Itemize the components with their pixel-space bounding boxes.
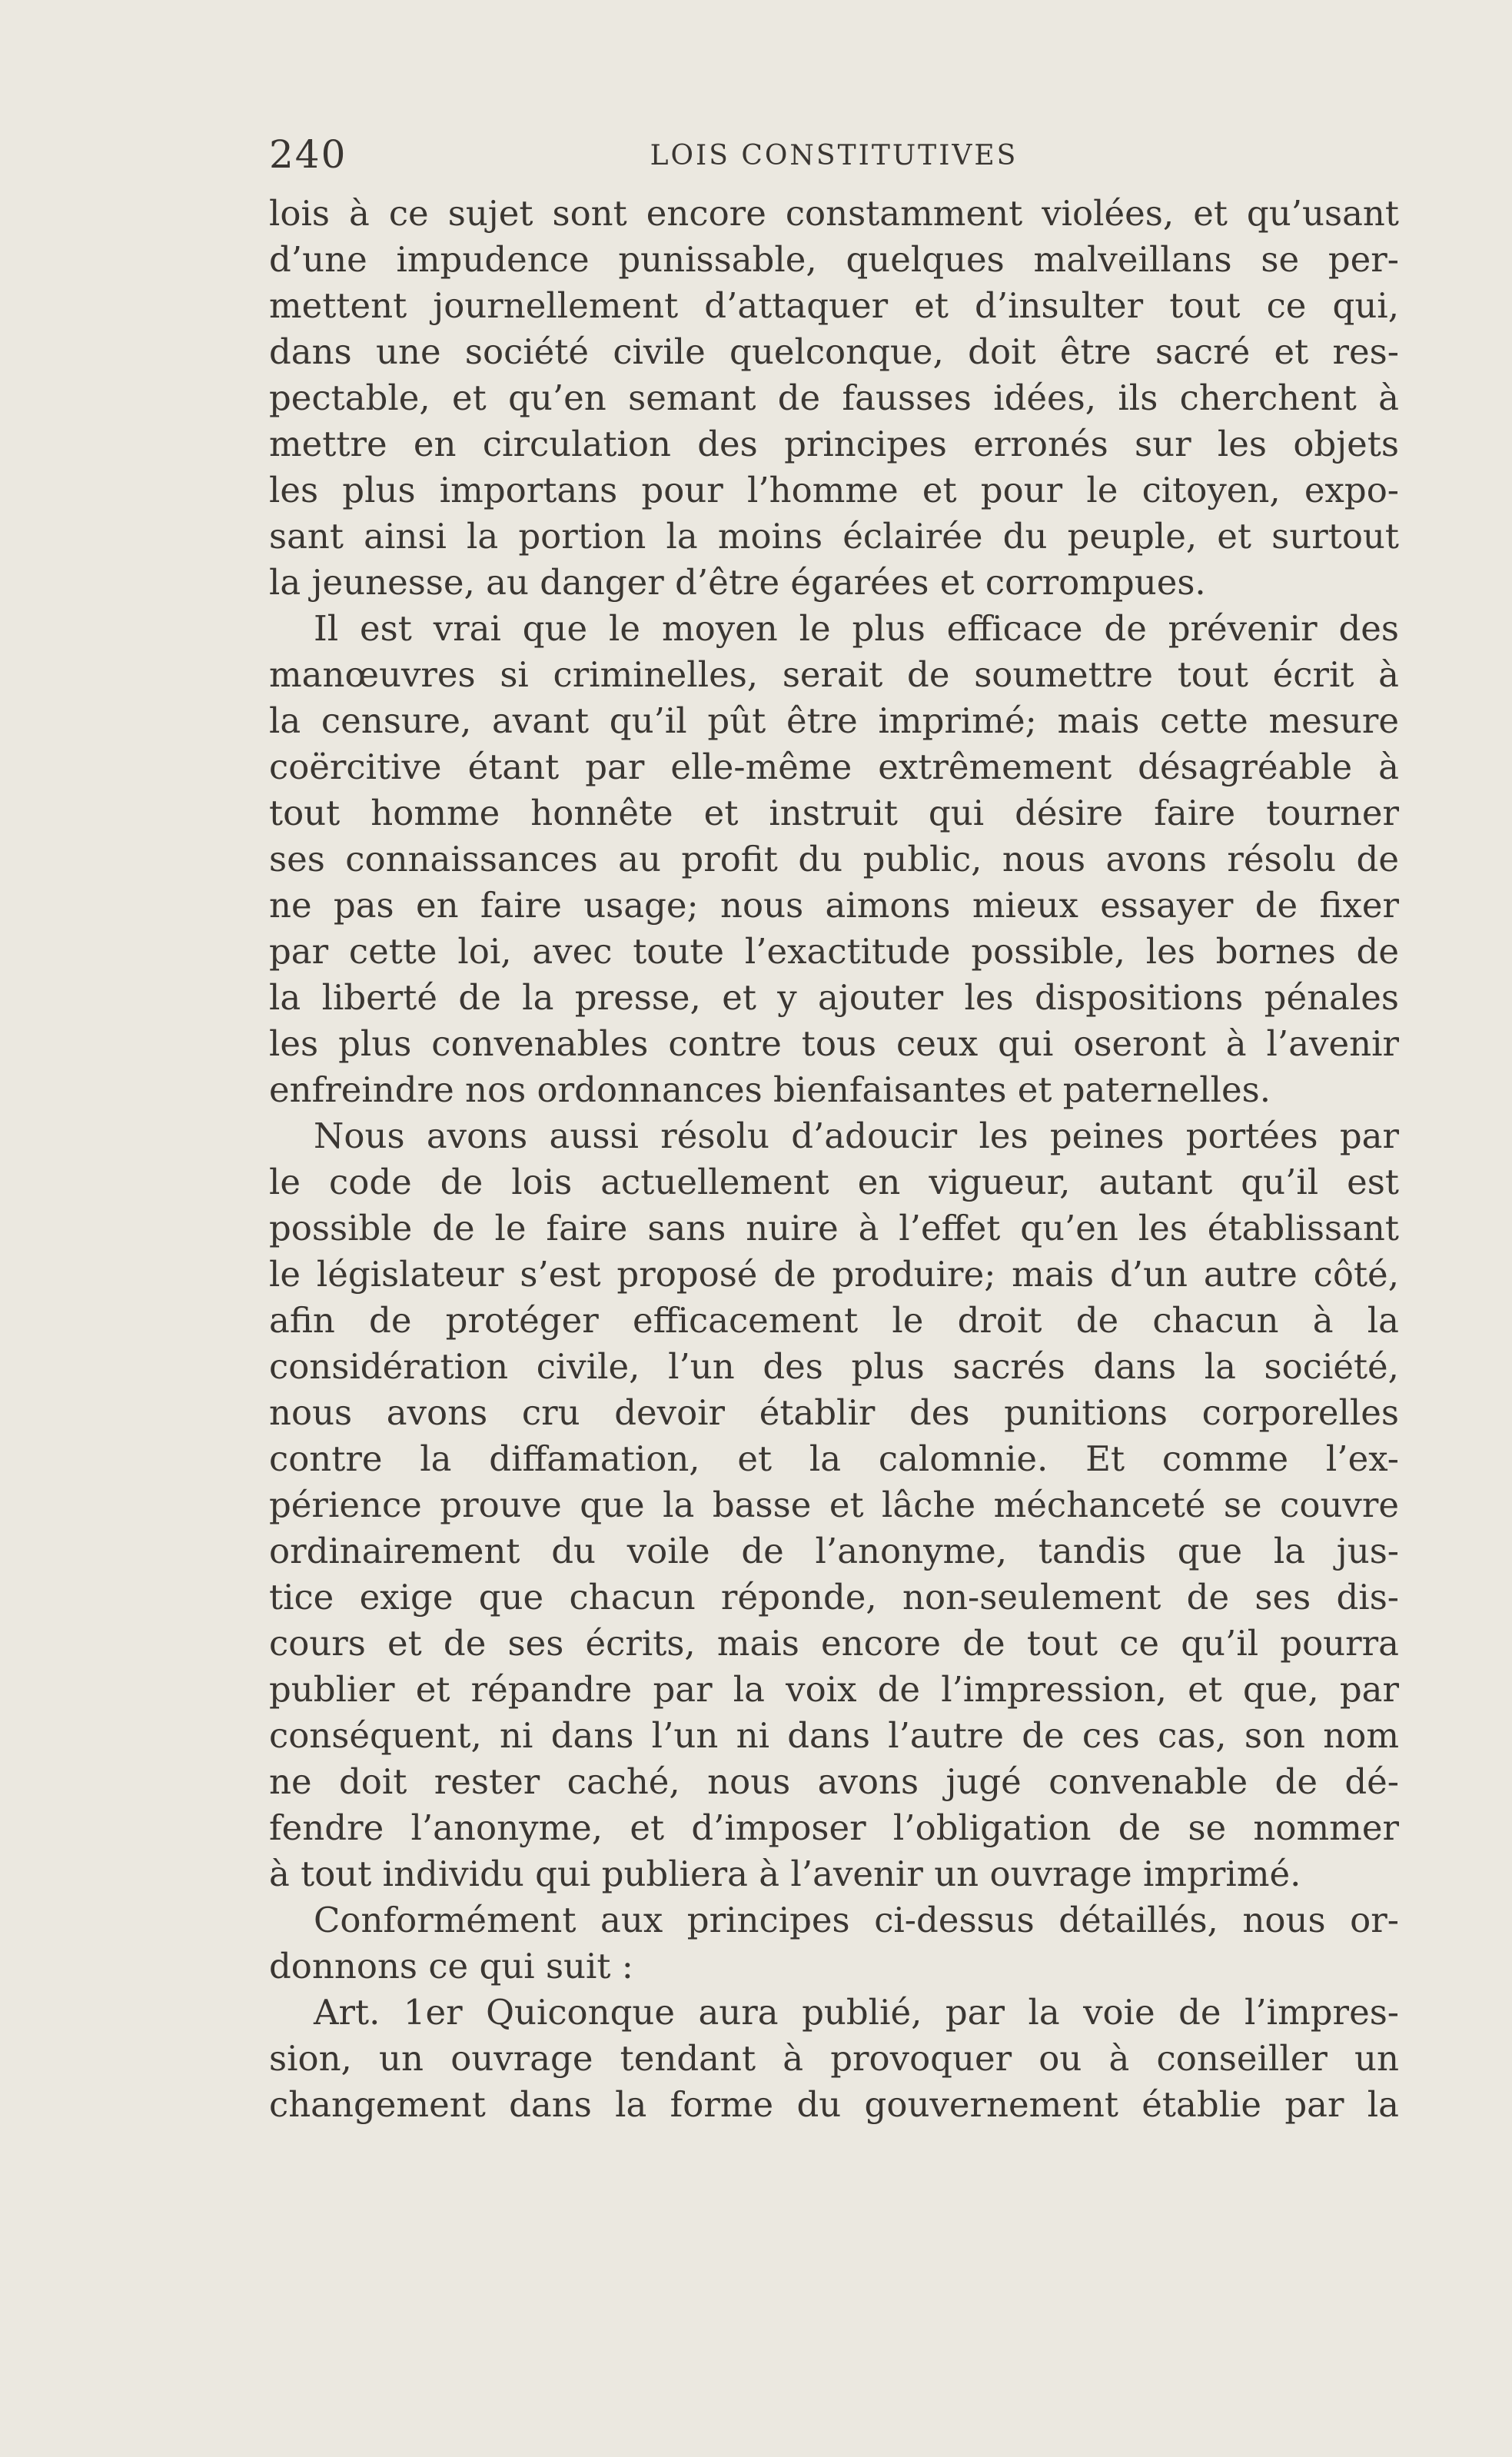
text-line: publier et répandre par la voix de l’impression, et que, par (269, 1669, 1399, 1710)
text-line: enfreindre nos ordonnances bienfaisantes et paternelles. (269, 1069, 1271, 1110)
text-line: donnons ce qui suit : (269, 1946, 633, 1987)
text-line: à tout individu qui publiera à l’avenir un ouvrage imprimé. (269, 1854, 1301, 1894)
text-line: la censure, avant qu’il pût être imprimé; mais cette mesure (269, 700, 1399, 741)
text-line: manœuvres si criminelles, serait de soumettre tout écrit à (269, 654, 1399, 695)
text-line: ne doit rester caché, nous avons jugé convenable de dé- (269, 1761, 1399, 1802)
running-head-title: LOIS CONSTITUTIVES (650, 140, 1019, 171)
text-line: fendre l’anonyme, et d’imposer l’obligation de se nommer (269, 1807, 1399, 1848)
text-line: la jeunesse, au danger d’être égarées et corrompues. (269, 562, 1206, 603)
text-line: ordinairement du voile de l’anonyme, tandis que la jus- (269, 1531, 1399, 1571)
text-line: afin de protéger efficacement le droit de chacun à la (269, 1300, 1399, 1341)
text-line: lois à ce sujet sont encore constamment violées, et qu’usant (269, 193, 1399, 234)
text-line: pectable, et qu’en semant de fausses idées, ils cherchent à (269, 377, 1399, 418)
text-line: conséquent, ni dans l’un ni dans l’autre de ces cas, son nom (269, 1715, 1399, 1756)
text-line: Conformément aux principes ci-dessus détaillés, nous or- (314, 1900, 1399, 1940)
text-line: mettre en circulation des principes erronés sur les objets (269, 424, 1399, 464)
text-line: les plus convenables contre tous ceux qui oseront à l’avenir (269, 1023, 1399, 1064)
running-head (269, 132, 1399, 186)
text-line: Il est vrai que le moyen le plus efficace de prévenir des (314, 608, 1399, 649)
text-line: coërcitive étant par elle-même extrêmement désagréable à (269, 746, 1399, 787)
text-line: changement dans la forme du gouvernement établie par la (269, 2084, 1399, 2125)
text-line: la liberté de la presse, et y ajouter les dispositions pénales (269, 977, 1399, 1018)
body-text (269, 191, 1399, 2128)
text-line: cours et de ses écrits, mais encore de tout ce qu’il pourra (269, 1623, 1399, 1664)
text-line: ses connaissances au profit du public, nous avons résolu de (269, 839, 1399, 879)
text-line: le code de lois actuellement en vigueur, autant qu’il est (269, 1162, 1399, 1202)
text-line: ne pas en faire usage; nous aimons mieux essayer de fixer (269, 885, 1399, 926)
text-line: nous avons cru devoir établir des punitions corporelles (269, 1392, 1399, 1433)
text-line: contre la diffamation, et la calomnie. Et comme l’ex- (269, 1438, 1399, 1479)
text-line: d’une impudence punissable, quelques malveillans se per- (269, 239, 1399, 280)
text-line: par cette loi, avec toute l’exactitude possible, les bornes de (269, 931, 1399, 972)
text-line: dans une société civile quelconque, doit être sacré et res- (269, 331, 1399, 372)
text-line: mettent journellement d’attaquer et d’insulter tout ce qui, (269, 285, 1399, 326)
text-line: sion, un ouvrage tendant à provoquer ou à conseiller un (269, 2038, 1399, 2079)
text-line: le législateur s’est proposé de produire; mais d’un autre côté, (269, 1254, 1399, 1295)
text-line: tice exige que chacun réponde, non-seulement de ses dis- (269, 1577, 1399, 1617)
text-line: Nous avons aussi résolu d’adoucir les peines portées par (314, 1115, 1399, 1156)
text-line: Art. 1er Quiconque aura publié, par la voie de l’impres- (314, 1992, 1399, 2033)
text-line: sant ainsi la portion la moins éclairée du peuple, et surtout (269, 516, 1399, 557)
text-line: périence prouve que la basse et lâche méchanceté se couvre (269, 1485, 1399, 1525)
text-line: possible de le faire sans nuire à l’effet qu’en les établissant (269, 1208, 1399, 1248)
page-number: 240 (269, 132, 347, 177)
text-line: considération civile, l’un des plus sacrés dans la société, (269, 1346, 1399, 1387)
text-line: les plus importans pour l’homme et pour le citoyen, expo- (269, 470, 1399, 510)
text-line: tout homme honnête et instruit qui désire faire tourner (269, 793, 1399, 833)
